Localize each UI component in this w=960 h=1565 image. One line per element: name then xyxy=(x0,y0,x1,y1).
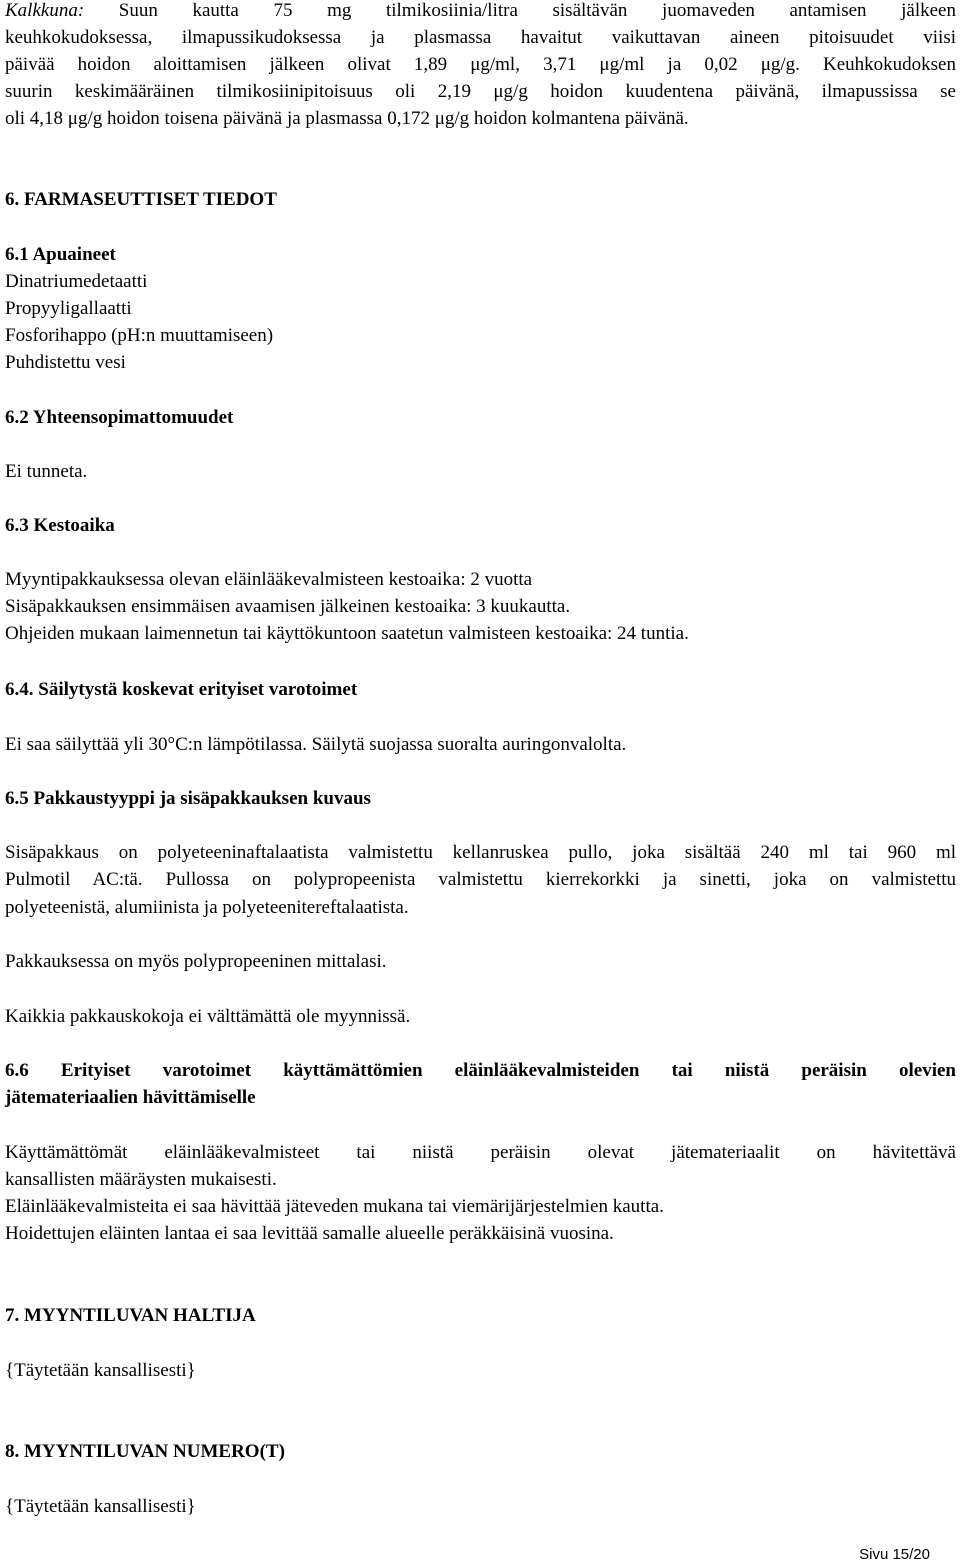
section-6-1-heading: 6.1 Apuaineet xyxy=(5,244,116,265)
section-6-6-heading-line-2: jätemateriaalien hävittämiselle xyxy=(5,1087,256,1108)
section-6-6-heading-line-1: 6.6 Erityiset varotoimet käyttämättömien eläinlääkevalmisteiden tai niistä peräisin olevien xyxy=(5,1060,956,1081)
intro-line-1: Kalkkuna: Suun kautta 75 mg tilmikosiinia/litra sisältävän juomaveden antamisen jälkeen xyxy=(5,0,956,21)
section-6-3-heading: 6.3 Kestoaika xyxy=(5,515,115,536)
shelf-life-line: Sisäpakkauksen ensimmäisen avaamisen jälkeinen kestoaika: 3 kuukautta. xyxy=(5,596,571,617)
section-6-4-heading: 6.4. Säilytystä koskevat erityiset varotoimet xyxy=(5,679,358,700)
intro-line-2: keuhkokudoksessa, ilmapussikudoksessa ja plasmassa havaitut vaikuttavan aineen pitoisuudet viisi xyxy=(5,27,956,48)
excipient-item: Propyyligallaatti xyxy=(5,298,132,319)
page-number: Sivu 15/20 xyxy=(859,1546,930,1563)
packaging-line-1: Sisäpakkaus on polyeteeninaftalaatista valmistettu kellanruskea pullo, joka sisältää 240 ml tai 960 ml xyxy=(5,842,956,863)
packaging-sizes-note: Kaikkia pakkauskokoja ei välttämättä ole myynnissä. xyxy=(5,1006,411,1027)
packaging-measuring-cup: Pakkauksessa on myös polypropeeninen mittalasi. xyxy=(5,951,387,972)
disposal-line-2: kansallisten määräysten mukaisesti. xyxy=(5,1169,277,1190)
section-8-heading: 8. MYYNTILUVAN NUMERO(T) xyxy=(5,1441,285,1462)
disposal-line-4: Hoidettujen eläinten lantaa ei saa levittää samalle alueelle peräkkäisinä vuosina. xyxy=(5,1223,614,1244)
section-6-heading: 6. FARMASEUTTISET TIEDOT xyxy=(5,189,277,210)
disposal-line-3: Eläinlääkevalmisteita ei saa hävittää jäteveden mukana tai viemärijärjestelmien kautta. xyxy=(5,1196,664,1217)
intro-line-5: oli 4,18 μg/g hoidon toisena päivänä ja plasmassa 0,172 μg/g hoidon kolmantena päivänä. xyxy=(5,108,689,129)
excipient-item: Dinatriumedetaatti xyxy=(5,271,148,292)
section-7-heading: 7. MYYNTILUVAN HALTIJA xyxy=(5,1305,256,1326)
intro-line-3: päivää hoidon aloittamisen jälkeen olivat 1,89 μg/ml, 3,71 μg/ml ja 0,02 μg/g. Keuhkokudoksen xyxy=(5,54,956,75)
packaging-line-2: Pulmotil AC:tä. Pullossa on polypropeenista valmistettu kierrekorkki ja sinetti, joka on valmistettu xyxy=(5,869,956,890)
disposal-line-1: Käyttämättömät eläinlääkevalmisteet tai niistä peräisin olevat jätemateriaalit on hävitettävä xyxy=(5,1142,956,1163)
excipient-item: Puhdistettu vesi xyxy=(5,352,126,373)
packaging-line-3: polyeteenistä, alumiinista ja polyeteenitereftalaatista. xyxy=(5,897,409,918)
storage-text: Ei saa säilyttää yli 30°C:n lämpötilassa. Säilytä suojassa suoralta auringonvalolta. xyxy=(5,734,627,755)
section-7-text: {Täytetään kansallisesti} xyxy=(5,1360,196,1381)
shelf-life-line: Ohjeiden mukaan laimennetun tai käyttökuntoon saatetun valmisteen kestoaika: 24 tuntia. xyxy=(5,623,689,644)
section-8-text: {Täytetään kansallisesti} xyxy=(5,1496,196,1517)
intro-line-4: suurin keskimääräinen tilmikosiinipitoisuus oli 2,19 μg/g hoidon kuudentena päivänä, ilmapussissa se xyxy=(5,81,956,102)
excipient-item: Fosforihappo (pH:n muuttamiseen) xyxy=(5,325,274,346)
shelf-life-line: Myyntipakkauksessa olevan eläinlääkevalmisteen kestoaika: 2 vuotta xyxy=(5,569,533,590)
section-6-5-heading: 6.5 Pakkaustyyppi ja sisäpakkauksen kuvaus xyxy=(5,788,371,809)
species-label: Kalkkuna: xyxy=(5,0,85,21)
incompatibilities-text: Ei tunneta. xyxy=(5,461,88,482)
section-6-2-heading: 6.2 Yhteensopimattomuudet xyxy=(5,407,234,428)
